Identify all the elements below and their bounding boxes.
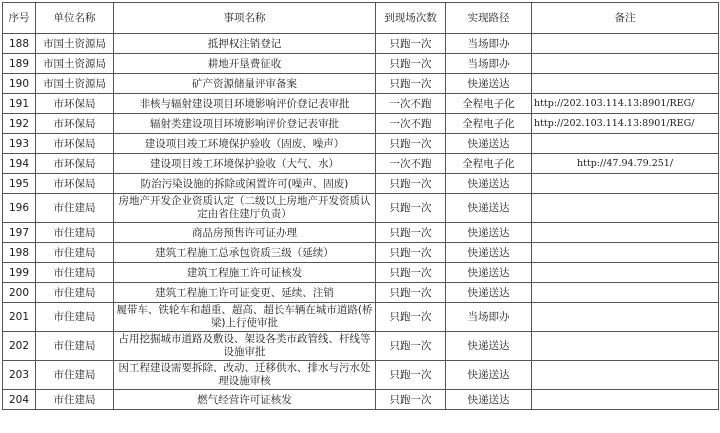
header-note: 备注 (532, 3, 719, 34)
table-row (3, 361, 719, 390)
cell-no: 200 (3, 283, 36, 303)
cell-no: 188 (3, 34, 36, 54)
cell-note (532, 263, 719, 283)
cell-visits: 只跑一次 (376, 194, 446, 223)
cell-item: 非核与辐射建设项目环境影响评价登记表审批 (114, 94, 376, 114)
cell-note-link[interactable]: http://202.103.114.13:8901/REG/ (532, 114, 719, 134)
cell-unit: 市住建局 (36, 303, 114, 332)
cell-path: 当场即办 (446, 303, 532, 332)
header-item: 事项名称 (114, 3, 376, 34)
cell-path: 全程电子化 (446, 154, 532, 174)
cell-path: 快递送达 (446, 390, 532, 410)
cell-visits: 只跑一次 (376, 243, 446, 263)
cell-visits: 只跑一次 (376, 390, 446, 410)
cell-note-link[interactable]: http://202.103.114.13:8901/REG/ (532, 94, 719, 114)
cell-visits: 只跑一次 (376, 223, 446, 243)
cell-visits: 只跑一次 (376, 361, 446, 390)
cell-visits: 只跑一次 (376, 74, 446, 94)
cell-item: 防治污染设施的拆除或闲置许可(噪声、固废) (114, 174, 376, 194)
cell-item: 建筑工程施工许可证核发 (114, 263, 376, 283)
table-row (3, 243, 719, 263)
cell-visits: 只跑一次 (376, 54, 446, 74)
cell-no: 190 (3, 74, 36, 94)
table-row (3, 223, 719, 243)
table-row (3, 303, 719, 332)
cell-path: 快递送达 (446, 332, 532, 361)
cell-unit: 市住建局 (36, 263, 114, 283)
cell-note (532, 283, 719, 303)
cell-unit: 市环保局 (36, 94, 114, 114)
cell-note (532, 332, 719, 361)
cell-visits: 只跑一次 (376, 283, 446, 303)
cell-unit: 市环保局 (36, 134, 114, 154)
cell-path: 快递送达 (446, 134, 532, 154)
cell-unit: 市住建局 (36, 332, 114, 361)
header-no: 序号 (3, 3, 36, 34)
cell-path: 当场即办 (446, 34, 532, 54)
table-row (3, 114, 719, 134)
table-row (3, 332, 719, 361)
cell-no: 203 (3, 361, 36, 390)
cell-note (532, 243, 719, 263)
cell-path: 当场即办 (446, 54, 532, 74)
cell-note (532, 34, 719, 54)
cell-visits: 一次不跑 (376, 94, 446, 114)
cell-unit: 市国土资源局 (36, 34, 114, 54)
cell-path: 快递送达 (446, 223, 532, 243)
table-row (3, 390, 719, 410)
services-table (2, 2, 719, 410)
cell-item: 燃气经营许可证核发 (114, 390, 376, 410)
cell-note (532, 174, 719, 194)
cell-no: 192 (3, 114, 36, 134)
cell-item: 建设项目竣工环境保护验收（固废、噪声） (114, 134, 376, 154)
table-row (3, 194, 719, 223)
cell-path: 全程电子化 (446, 114, 532, 134)
cell-visits: 只跑一次 (376, 174, 446, 194)
cell-note (532, 303, 719, 332)
header-visits: 到现场次数 (376, 3, 446, 34)
cell-note (532, 134, 719, 154)
cell-note (532, 194, 719, 223)
cell-item: 商品房预售许可证办理 (114, 223, 376, 243)
cell-unit: 市国土资源局 (36, 54, 114, 74)
cell-no: 194 (3, 154, 36, 174)
header-path: 实现路径 (446, 3, 532, 34)
cell-path: 快递送达 (446, 194, 532, 223)
table-row (3, 263, 719, 283)
cell-note-link[interactable]: http://47.94.79.251/ (532, 154, 719, 174)
cell-visits: 只跑一次 (376, 34, 446, 54)
table-row (3, 34, 719, 54)
table-row (3, 154, 719, 174)
cell-no: 202 (3, 332, 36, 361)
cell-note (532, 361, 719, 390)
cell-item: 抵押权注销登记 (114, 34, 376, 54)
cell-visits: 一次不跑 (376, 154, 446, 174)
table-row (3, 94, 719, 114)
cell-note (532, 54, 719, 74)
cell-unit: 市住建局 (36, 223, 114, 243)
cell-visits: 只跑一次 (376, 303, 446, 332)
cell-no: 197 (3, 223, 36, 243)
cell-path: 快递送达 (446, 174, 532, 194)
cell-visits: 一次不跑 (376, 114, 446, 134)
cell-visits: 只跑一次 (376, 134, 446, 154)
cell-no: 198 (3, 243, 36, 263)
cell-no: 193 (3, 134, 36, 154)
cell-item: 建筑工程施工总承包资质三级（延续） (114, 243, 376, 263)
cell-item: 房地产开发企业资质认定（二级以上房地产开发资质认定由省住建厅负责） (114, 194, 376, 223)
cell-unit: 市住建局 (36, 283, 114, 303)
cell-item: 建设项目竣工环境保护验收（大气、水） (114, 154, 376, 174)
cell-unit: 市环保局 (36, 114, 114, 134)
cell-note (532, 390, 719, 410)
cell-path: 快递送达 (446, 283, 532, 303)
cell-no: 204 (3, 390, 36, 410)
cell-no: 191 (3, 94, 36, 114)
cell-visits: 只跑一次 (376, 332, 446, 361)
cell-note (532, 223, 719, 243)
header-unit: 单位名称 (36, 3, 114, 34)
cell-no: 201 (3, 303, 36, 332)
table-row (3, 283, 719, 303)
cell-unit: 市住建局 (36, 390, 114, 410)
cell-path: 快递送达 (446, 243, 532, 263)
cell-no: 189 (3, 54, 36, 74)
cell-unit: 市住建局 (36, 243, 114, 263)
cell-no: 196 (3, 194, 36, 223)
cell-item: 耕地开垦费征收 (114, 54, 376, 74)
cell-path: 快递送达 (446, 263, 532, 283)
cell-unit: 市住建局 (36, 194, 114, 223)
cell-unit: 市环保局 (36, 154, 114, 174)
table-row (3, 134, 719, 154)
cell-item: 占用挖掘城市道路及敷设、架设各类市政管线、杆线等设施审批 (114, 332, 376, 361)
cell-path: 全程电子化 (446, 94, 532, 114)
cell-item: 因工程建设需要拆除、改动、迁移供水、排水与污水处理设施审核 (114, 361, 376, 390)
cell-note (532, 74, 719, 94)
cell-no: 195 (3, 174, 36, 194)
cell-unit: 市住建局 (36, 361, 114, 390)
cell-item: 建筑工程施工许可证变更、延续、注销 (114, 283, 376, 303)
cell-item: 履带车、铁轮车和超重、超高、超长车辆在城市道路(桥梁)上行使审批 (114, 303, 376, 332)
cell-unit: 市国土资源局 (36, 74, 114, 94)
cell-path: 快递送达 (446, 361, 532, 390)
cell-unit: 市环保局 (36, 174, 114, 194)
cell-no: 199 (3, 263, 36, 283)
cell-item: 辐射类建设项目环境影响评价登记表审批 (114, 114, 376, 134)
table-row (3, 74, 719, 94)
cell-path: 快递送达 (446, 74, 532, 94)
cell-item: 矿产资源储量评审备案 (114, 74, 376, 94)
cell-visits: 只跑一次 (376, 263, 446, 283)
table-row (3, 54, 719, 74)
table-header-row (3, 3, 719, 34)
table-row (3, 174, 719, 194)
